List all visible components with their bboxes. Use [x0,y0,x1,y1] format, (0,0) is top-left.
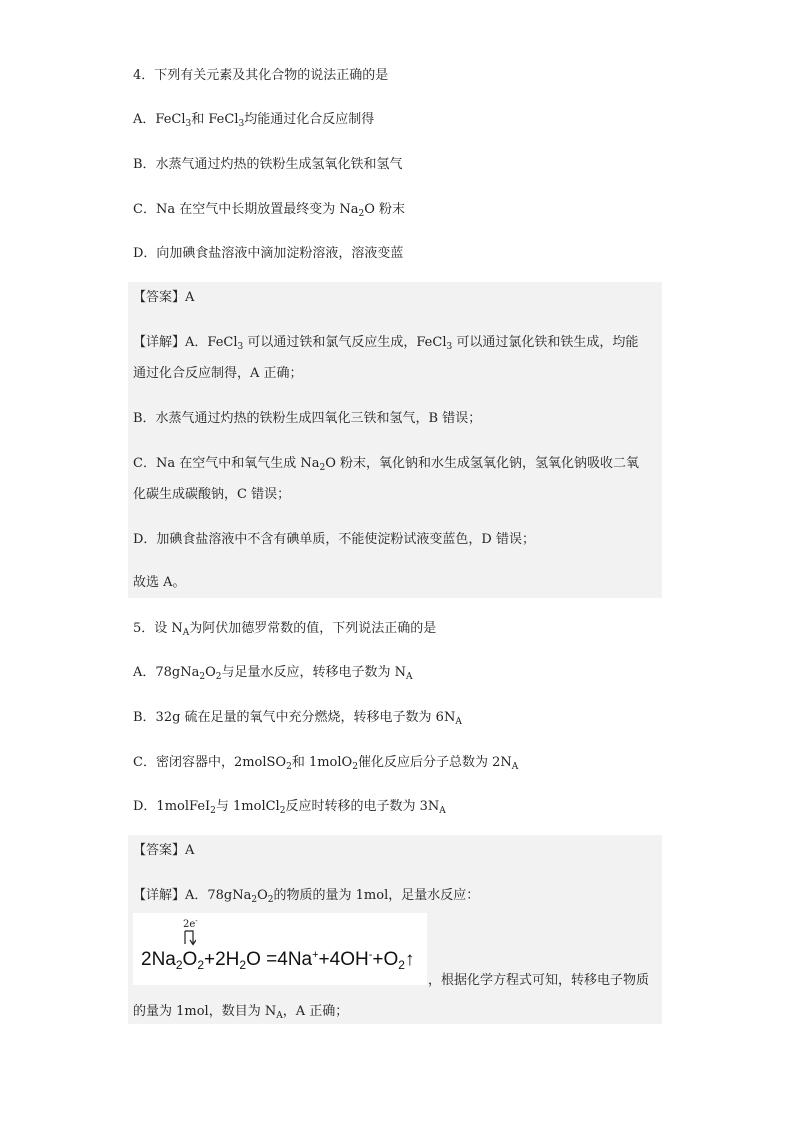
electron-transfer-arrow-icon [182,930,196,946]
reaction-equation-image [133,913,427,985]
q4-answer-block [128,282,662,598]
q4-option-b: B．水蒸气通过灼热的铁粉生成氢氧化铁和氢气 [133,157,403,172]
q4-detail-c-cont: 化碳生成碳酸钠，C 错误； [133,487,291,502]
q5-option-b: B．32g 硫在足量的氧气中充分燃烧，转移电子数为 $6N_A$ [133,710,462,727]
q4-detail-a: 【详解】A．FeCl$_3$ 可以通过铁和氯气反应生成，FeCl$_3$ 可以通过氯化铁和铁生成，均能 [133,335,639,352]
q4-option-c: C．Na 在空气中长期放置最终变为 $Na_2O$ 粉末 [133,202,405,219]
q5-option-d: D．1molFeI$_2$与 1molCl$_2$反应时转移的电子数为 $3N_A$ [133,799,446,816]
q4-detail-d: D．加碘食盐溶液中不含有碘单质，不能使淀粉试液变蓝色，D 错误； [133,532,535,547]
q5-option-a: A．$78gNa_2O_2$与足量水反应，转移电子数为 $N_A$ [133,665,413,682]
q5-answer: 【答案】A [133,843,195,858]
q4-option-d: D．向加碘食盐溶液中滴加淀粉溶液，溶液变蓝 [133,246,404,261]
q4-detail-a-cont: 通过化合反应制得，A 正确； [133,366,303,381]
q5-stem: 5．设 $N_A$为阿伏加德罗常数的值，下列说法正确的是 [133,621,437,638]
q4-answer: 【答案】A [133,290,195,305]
q5-option-c: C．密闭容器中，2molSO$_2$和 1molO$_2$催化反应后分子总数为 $2N_A$ [133,755,519,772]
electron-transfer-label: 2e- [183,917,198,930]
q4-conclusion: 故选 A。 [133,575,186,590]
q4-stem: 4．下列有关元素及其化合物的说法正确的是 [133,68,389,83]
q5-detail-a: 【详解】A．$78gNa_2O_2$的物质的量为 1mol，足量水反应： [133,888,480,905]
q4-detail-c: C．Na 在空气中和氧气生成 $Na_2O$ 粉末，氧化钠和水生成氢氧化钠，氢氧化钠吸收二氧 [133,456,639,473]
q4-detail-b: B．水蒸气通过灼热的铁粉生成四氧化三铁和氢气，B 错误； [133,411,482,426]
q5-detail-a-after-equation: ，根据化学方程式可知，转移电子物质 [428,973,650,988]
chemical-equation: $2Na_2O_2+2H_2O$ $=4Na^++4OH^-+O_2↑$ [141,949,415,972]
q4-option-a: A．FeCl$_3$和 FeCl$_3$均能通过化合反应制得 [133,112,375,129]
q5-detail-a-cont: 的量为 1mol，数目为 $N_A$，A 正确； [133,1004,349,1021]
